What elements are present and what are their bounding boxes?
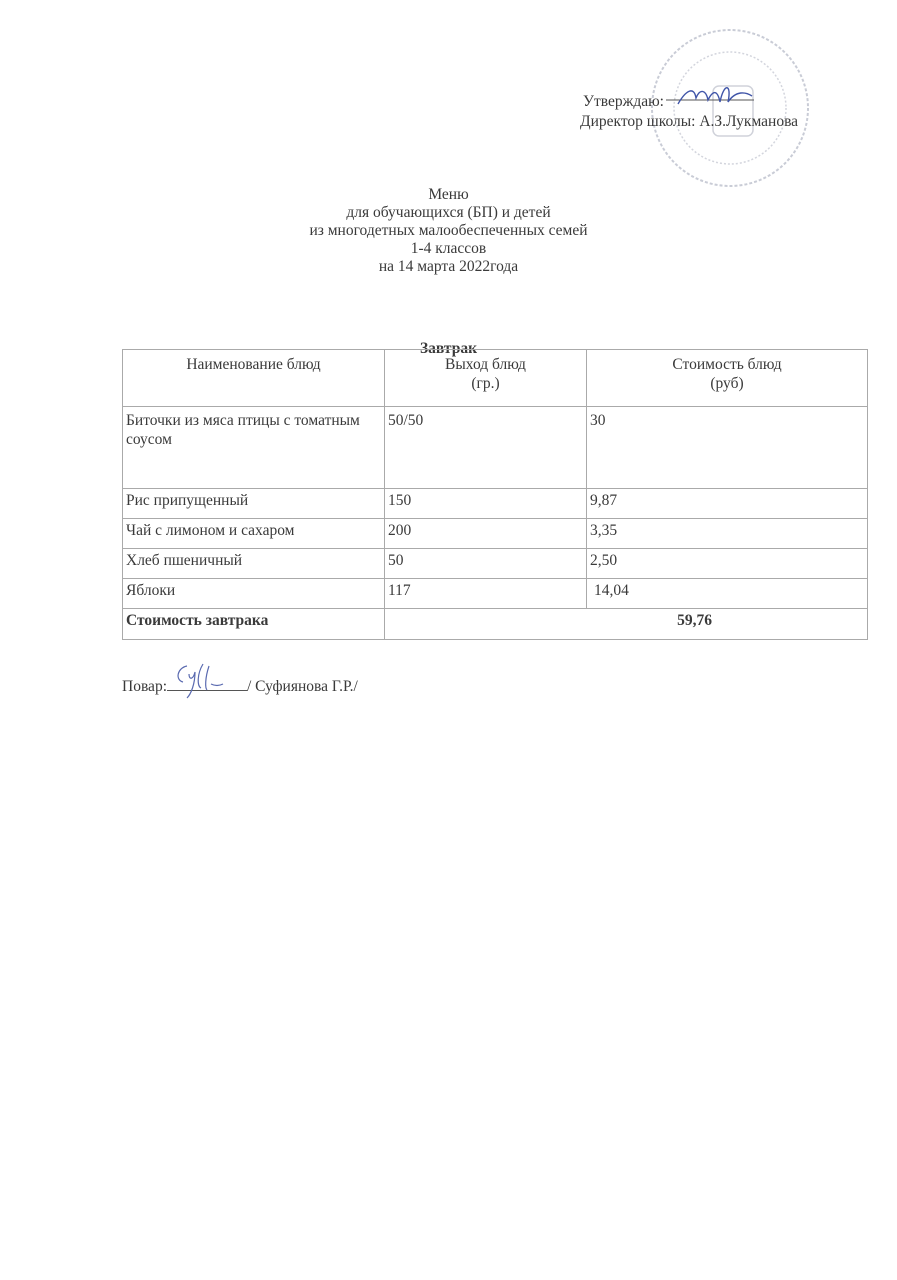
title-line: Меню xyxy=(428,186,469,203)
total-value: 59,76 xyxy=(385,609,868,640)
table-row: Яблоки 117 14,04 xyxy=(123,579,868,609)
cook-line xyxy=(122,676,358,696)
cook-name: / Суфиянова Г.Р./ xyxy=(247,678,358,695)
table-row: Биточки из мяса птицы с томатным соусом 50/50 30 xyxy=(123,407,868,489)
cook-label: Повар: xyxy=(122,678,167,695)
total-label: Стоимость завтрака xyxy=(123,609,385,640)
title-line: для обучающихся (БП) и детей xyxy=(346,204,551,221)
title-line: на 14 марта 2022года xyxy=(378,258,519,275)
title-line: 1-4 классов xyxy=(410,240,487,257)
cook-signature xyxy=(167,676,247,691)
approval-label: Утверждаю: xyxy=(583,93,664,110)
title-line: из многодетных малообеспеченных семей xyxy=(309,222,588,239)
approval-block xyxy=(580,82,798,131)
section-heading: Завтрак xyxy=(419,340,478,357)
header-cost: Стоимость блюд (руб) xyxy=(587,350,868,407)
menu-title xyxy=(0,186,897,276)
header-dish: Наименование блюд xyxy=(123,350,385,407)
table-header-row xyxy=(123,350,868,407)
menu-table xyxy=(122,349,868,640)
header-yield: Выход блюд (гр.) xyxy=(385,350,587,407)
director-line: Директор школы: А.З.Лукманова xyxy=(580,113,799,130)
table-row: Чай с лимоном и сахаром 200 3,35 xyxy=(123,519,868,549)
table-row: Рис припущенный 150 9,87 xyxy=(123,489,868,519)
total-row xyxy=(123,609,868,640)
director-signature xyxy=(666,82,756,112)
table-row: Хлеб пшеничный 50 2,50 xyxy=(123,549,868,579)
